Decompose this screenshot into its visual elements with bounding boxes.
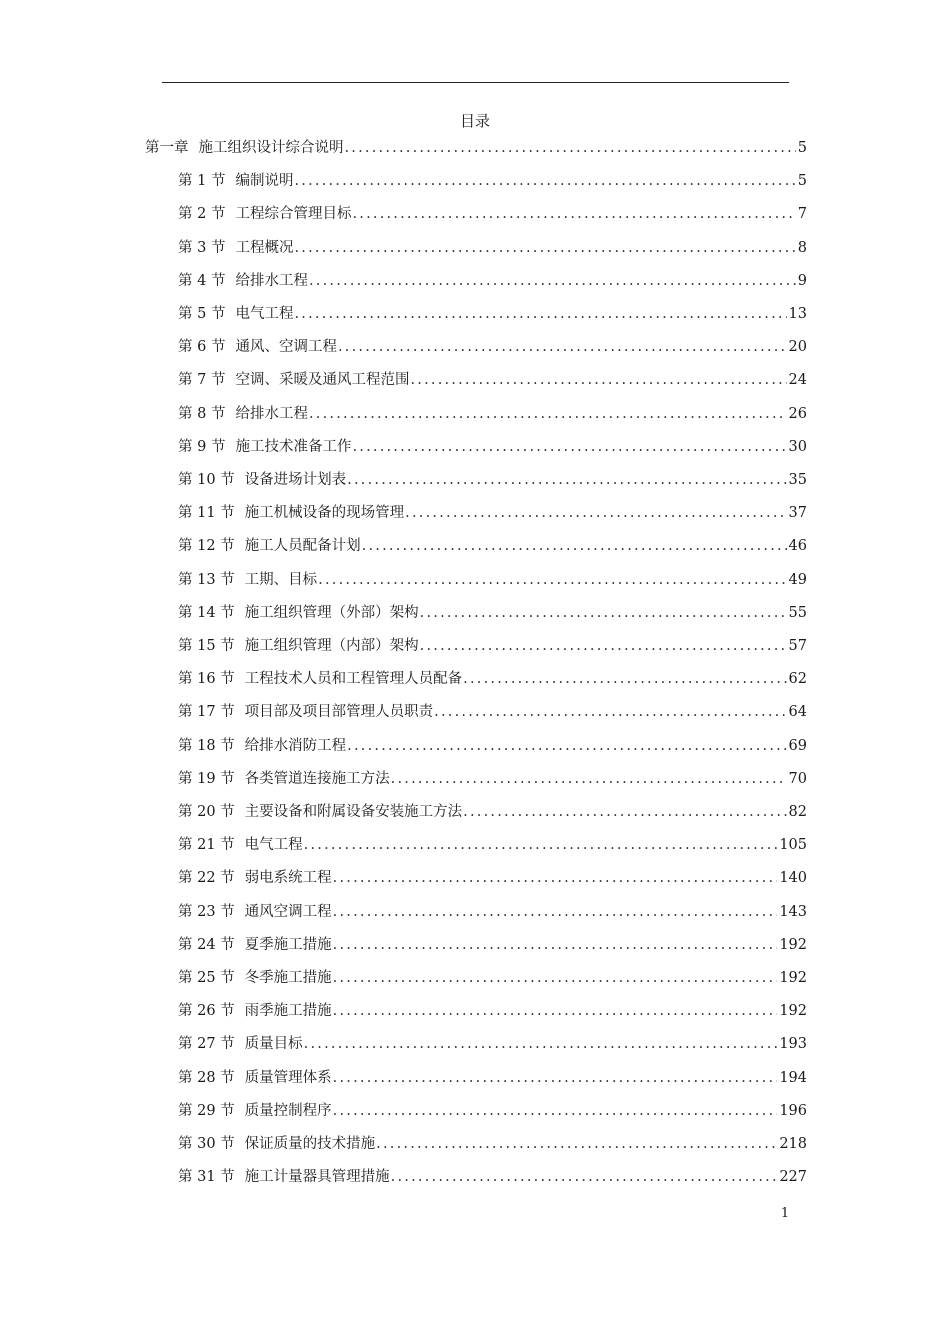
toc-dot-leader	[391, 769, 787, 789]
toc-entry-section[interactable]	[178, 1132, 807, 1154]
toc-entry-section[interactable]	[178, 700, 807, 722]
toc-entry-number: 第 19 节	[178, 770, 235, 787]
toc-entry-page: 46	[788, 538, 807, 555]
toc-entry-number: 第 9 节	[178, 438, 226, 455]
toc-entry-page: 7	[797, 206, 807, 223]
toc-entry-page: 227	[779, 1169, 807, 1186]
toc-entry-title: 工程技术人员和工程管理人员配备	[244, 671, 463, 688]
toc-entry-page: 24	[788, 372, 807, 389]
toc-dot-leader	[347, 470, 786, 490]
toc-dot-leader	[352, 437, 786, 457]
toc-entry-title: 工期、目标	[244, 571, 318, 588]
toc-entry-section[interactable]	[178, 534, 807, 556]
toc-dot-leader	[347, 736, 786, 756]
toc-entry-number: 第 12 节	[178, 538, 235, 555]
toc-entry-section[interactable]	[178, 767, 807, 789]
toc-entry-title: 冬季施工措施	[244, 970, 332, 986]
toc-entry-page: 5	[797, 140, 807, 156]
toc-dot-leader	[405, 503, 786, 523]
toc-dot-leader	[376, 1134, 777, 1154]
toc-entry-number: 第 30 节	[178, 1136, 235, 1152]
toc-entry-title: 给排水工程	[235, 405, 308, 422]
toc-entry-number: 第 17 节	[178, 704, 235, 721]
toc-entry-page: 105	[779, 837, 807, 854]
toc-dot-leader	[318, 570, 786, 590]
header-rule	[162, 82, 789, 83]
toc-entry-page: 192	[779, 1003, 807, 1020]
toc-dot-leader	[309, 271, 796, 291]
toc-entry-number: 第 11 节	[178, 505, 235, 522]
toc-entry-chapter[interactable]	[145, 136, 807, 158]
toc-entry-number: 第 21 节	[178, 837, 235, 854]
toc-entry-title: 各类管道连接施工方法	[244, 770, 390, 787]
toc-entry-number: 第 16 节	[178, 671, 235, 688]
toc-dot-leader	[420, 636, 787, 656]
toc-entry-section[interactable]	[178, 999, 807, 1021]
toc-entry-section[interactable]	[178, 335, 807, 357]
toc-entry-page: 140	[779, 870, 807, 887]
toc-entry-section[interactable]	[178, 202, 807, 224]
toc-dot-leader	[362, 536, 787, 556]
toc-entry-title: 给排水消防工程	[244, 737, 347, 754]
toc-entry-title: 保证质量的技术措施	[244, 1136, 376, 1152]
toc-entry-page: 69	[788, 737, 807, 754]
toc-entry-page: 62	[788, 671, 807, 688]
toc-entry-section[interactable]	[178, 368, 807, 390]
toc-entry-section[interactable]	[178, 302, 807, 324]
toc-dot-leader	[333, 935, 778, 955]
toc-entry-title: 施工组织设计综合说明	[198, 140, 344, 156]
toc-entry-page: 30	[788, 438, 807, 455]
toc-dot-leader	[463, 669, 786, 689]
toc-entry-number: 第 13 节	[178, 571, 235, 588]
toc-entry-section[interactable]	[178, 169, 807, 191]
toc-entry-number: 第 10 节	[178, 472, 235, 488]
toc-entry-title: 夏季施工措施	[244, 936, 332, 953]
toc-entry-title: 质量目标	[244, 1036, 303, 1053]
toc-entry-number: 第 22 节	[178, 870, 235, 887]
toc-dot-leader	[304, 1034, 778, 1054]
toc-entry-title: 设备进场计划表	[244, 472, 347, 488]
toc-title: 目录	[459, 112, 490, 130]
toc-entry-title: 质量管理体系	[244, 1069, 332, 1086]
toc-entry-section[interactable]	[178, 1099, 807, 1121]
toc-entry-number: 第 18 节	[178, 737, 235, 754]
toc-dot-leader	[463, 802, 786, 822]
toc-dot-leader	[294, 171, 795, 191]
toc-entry-page: 37	[788, 505, 807, 522]
toc-dot-leader	[333, 968, 778, 988]
toc-entry-title: 工程概况	[235, 239, 294, 256]
toc-entry-section[interactable]	[178, 236, 807, 258]
toc-entry-section[interactable]	[178, 900, 807, 922]
toc-entry-title: 施工人员配备计划	[244, 538, 361, 555]
toc-entry-page: 64	[788, 704, 807, 721]
toc-entry-section[interactable]	[178, 468, 807, 490]
toc-entry-number: 第 24 节	[178, 936, 235, 953]
toc-entry-section[interactable]	[178, 402, 807, 424]
toc-entry-page: 49	[788, 571, 807, 588]
toc-dot-leader	[333, 1001, 778, 1021]
toc-entry-title: 电气工程	[244, 837, 303, 854]
toc-dot-leader	[352, 204, 795, 224]
toc-entry-title: 弱电系统工程	[244, 870, 332, 887]
toc-entry-number: 第 20 节	[178, 804, 235, 820]
toc-entry-title: 质量控制程序	[244, 1102, 332, 1119]
toc-entry-page: 35	[788, 472, 807, 488]
toc-entry-page: 5	[797, 173, 807, 190]
toc-entry-section[interactable]	[178, 966, 807, 988]
toc-entry-page: 20	[788, 339, 807, 356]
toc-dot-leader	[304, 835, 778, 855]
toc-entry-number: 第 4 节	[178, 272, 226, 289]
toc-entry-number: 第 3 节	[178, 239, 226, 256]
toc-entry-title: 雨季施工措施	[244, 1003, 332, 1020]
toc-dot-leader	[294, 304, 786, 324]
toc-entry-number: 第一章	[145, 140, 189, 156]
toc-entry-page: 82	[788, 804, 807, 820]
toc-entry-number: 第 31 节	[178, 1169, 235, 1186]
toc-entry-title: 电气工程	[235, 306, 294, 322]
toc-entry-page: 13	[788, 306, 807, 322]
toc-entry-number: 第 25 节	[178, 970, 235, 986]
toc-dot-leader	[333, 902, 778, 922]
toc-entry-number: 第 27 节	[178, 1036, 235, 1053]
toc-entry-section[interactable]	[178, 435, 807, 457]
toc-entry-title: 施工技术准备工作	[235, 438, 352, 455]
toc-entry-section[interactable]	[178, 866, 807, 888]
toc-entry-page: 196	[779, 1102, 807, 1119]
toc-dot-leader	[391, 1167, 778, 1187]
toc-entry-title: 施工计量器具管理措施	[244, 1169, 390, 1186]
toc-entry-title: 项目部及项目部管理人员职责	[244, 704, 434, 721]
toc-entry-page: 192	[779, 970, 807, 986]
toc-entry-section[interactable]	[178, 833, 807, 855]
toc-dot-leader	[333, 1068, 778, 1088]
toc-entry-page: 26	[788, 405, 807, 422]
toc-entry-section[interactable]	[178, 800, 807, 822]
toc-entry-title: 工程综合管理目标	[235, 206, 352, 223]
toc-entry-page: 194	[779, 1069, 807, 1086]
toc-entry-title: 通风空调工程	[244, 903, 332, 920]
toc-entry-title: 通风、空调工程	[235, 339, 337, 356]
toc-dot-leader	[309, 404, 787, 424]
toc-entry-section[interactable]	[178, 601, 807, 623]
toc-entry-section[interactable]	[178, 734, 807, 756]
toc-entry-page: 192	[779, 936, 807, 953]
toc-entry-title: 施工机械设备的现场管理	[244, 505, 405, 522]
toc-dot-leader	[294, 238, 795, 258]
toc-entry-title: 编制说明	[235, 173, 294, 190]
toc-entry-page: 55	[788, 604, 807, 621]
toc-dot-leader	[434, 702, 786, 722]
toc-entry-number: 第 1 节	[178, 173, 226, 190]
toc-entry-section[interactable]	[178, 1066, 807, 1088]
toc-entry-number: 第 7 节	[178, 372, 226, 389]
toc-entry-number: 第 15 节	[178, 638, 235, 654]
toc-entry-title: 施工组织管理（外部）架构	[244, 604, 419, 621]
toc-dot-leader	[338, 337, 787, 357]
toc-dot-leader	[345, 138, 796, 158]
toc-entry-page: 143	[779, 903, 807, 920]
toc-entry-title: 主要设备和附属设备安装施工方法	[244, 804, 463, 820]
toc-entry-page: 9	[797, 272, 807, 289]
toc-entry-section[interactable]	[178, 269, 807, 291]
toc-entry-number: 第 5 节	[178, 306, 226, 322]
toc-entry-number: 第 2 节	[178, 206, 226, 223]
toc-entry-section[interactable]	[178, 667, 807, 689]
toc-entry-title: 空调、采暖及通风工程范围	[235, 372, 410, 389]
toc-dot-leader	[420, 603, 787, 623]
toc-entry-page: 193	[779, 1036, 807, 1053]
toc-entry-section[interactable]	[178, 933, 807, 955]
toc-entry-section[interactable]	[178, 501, 807, 523]
toc-entry-section[interactable]	[178, 568, 807, 590]
toc-dot-leader	[333, 868, 778, 888]
toc-entry-section[interactable]	[178, 1165, 807, 1187]
toc-entry-page: 70	[788, 770, 807, 787]
toc-dot-leader	[333, 1101, 778, 1121]
toc-dot-leader	[410, 370, 786, 390]
toc-entry-number: 第 29 节	[178, 1102, 235, 1119]
page-number: 1	[780, 1206, 790, 1221]
toc-entry-number: 第 23 节	[178, 903, 235, 920]
toc-entry-page: 57	[788, 638, 807, 654]
toc-entry-number: 第 6 节	[178, 339, 226, 356]
toc-entry-number: 第 28 节	[178, 1069, 235, 1086]
toc-entry-number: 第 8 节	[178, 405, 226, 422]
toc-entry-number: 第 26 节	[178, 1003, 235, 1020]
toc-entry-title: 施工组织管理（内部）架构	[244, 638, 419, 654]
toc-entry-section[interactable]	[178, 1032, 807, 1054]
toc-entry-page: 8	[797, 239, 807, 256]
toc-entry-number: 第 14 节	[178, 604, 235, 621]
toc-entry-page: 218	[779, 1136, 807, 1152]
toc-entry-section[interactable]	[178, 634, 807, 656]
toc-entry-title: 给排水工程	[235, 272, 308, 289]
